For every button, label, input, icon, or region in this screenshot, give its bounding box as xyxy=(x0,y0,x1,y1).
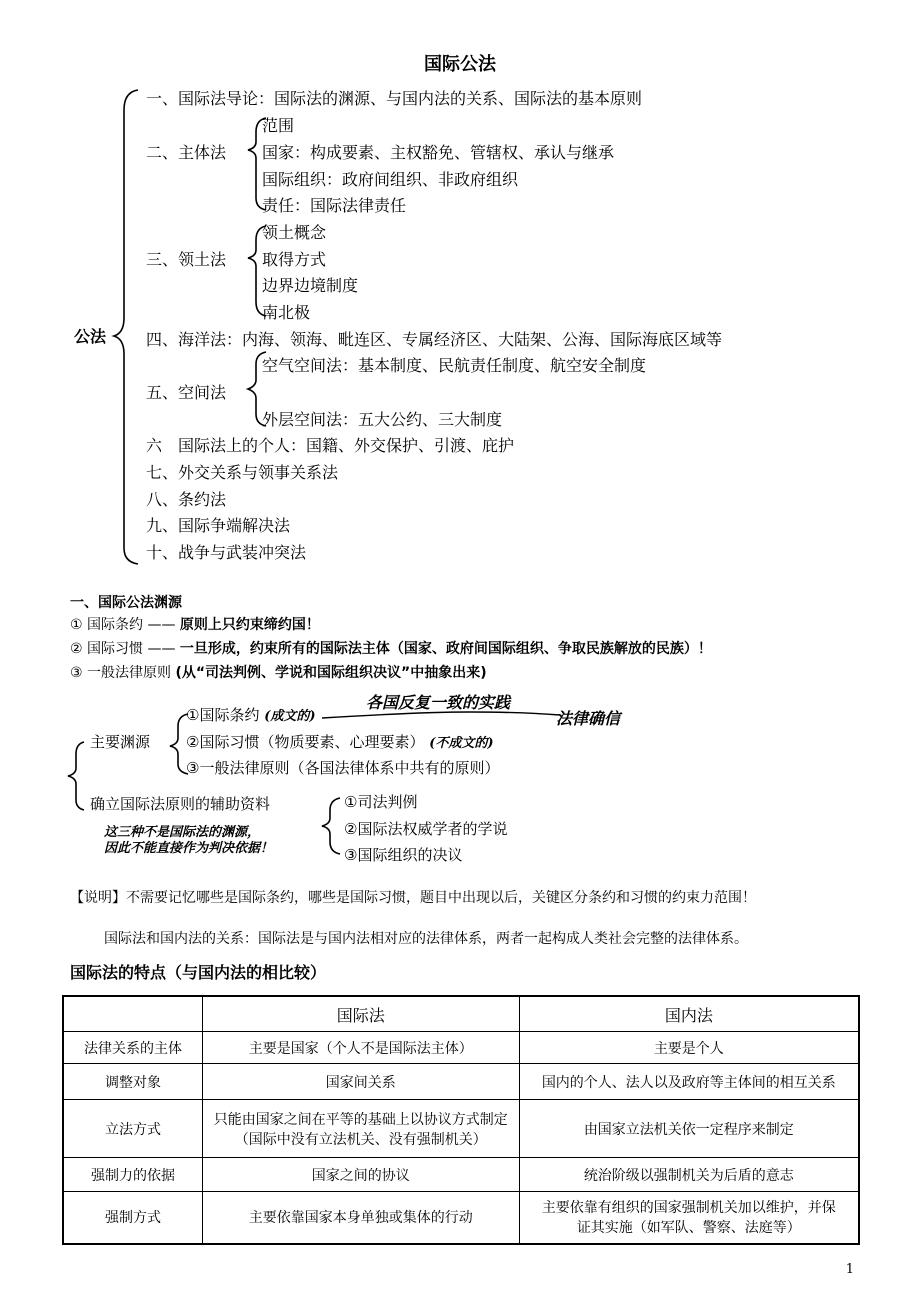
cell-domestic: 由国家立法机关依一定程序来制定 xyxy=(519,1100,859,1158)
hand-practice: 各国反复一致的实践 xyxy=(366,693,511,712)
note-written: (成文的) xyxy=(264,709,316,724)
row-label: 强制力的依据 xyxy=(63,1158,202,1192)
outline-item-4: 四、海洋法：内海、领海、毗连区、专属经济区、大陆架、公海、国际海底区域等 xyxy=(146,330,723,349)
cell-domestic: 主要是个人 xyxy=(519,1032,859,1064)
diagram-brace-shape xyxy=(68,742,84,810)
aux-item-3: ③国际组织的决议 xyxy=(344,846,463,864)
outline-item-1: 一、国际法导论：国际法的渊源、与国内法的关系、国际法的基本原则 xyxy=(146,89,643,108)
note-unwritten: (不成文的) xyxy=(429,736,494,751)
source-line-3 xyxy=(70,662,487,682)
page-title: 国际公法 xyxy=(424,54,496,75)
outline-sub-2-1: 范围 xyxy=(262,116,295,135)
outline-item-6: 六 国际法上的个人：国籍、外交保护、引渡、庇护 xyxy=(146,436,515,455)
table-row xyxy=(63,1192,859,1244)
cell-international: 国家间关系 xyxy=(202,1064,519,1100)
outline-sub-2-4: 责任：国际法律责任 xyxy=(262,196,407,215)
table-row xyxy=(63,1064,859,1100)
table-header-international: 国际法 xyxy=(202,996,519,1032)
source-line-3-prefix: ③ 一般法律原则 xyxy=(70,665,176,681)
table-title: 国际法的特点（与国内法的相比较） xyxy=(70,963,327,982)
hand-note-line-2: 因此不能直接作为判决依据！ xyxy=(104,841,274,856)
sources-heading: 一、国际公法渊源 xyxy=(70,595,182,611)
cell-domestic: 主要依靠有组织的国家强制机关加以维护，并保证其实施（如军队、警察、法庭等） xyxy=(519,1192,859,1244)
aux-item-1: ①司法判例 xyxy=(344,793,418,811)
outline-sub-3-2: 取得方式 xyxy=(262,250,327,269)
table-header-row xyxy=(63,996,859,1032)
source-line-2-prefix: ② 国际习惯 —— xyxy=(70,641,180,657)
outline-item-5: 五、空间法 xyxy=(146,383,227,402)
source-line-1-prefix: ① 国际条约 —— xyxy=(70,617,180,633)
outline-sub-2-2: 国家：构成要素、主权豁免、管辖权、承认与继承 xyxy=(262,143,615,162)
row-label: 立法方式 xyxy=(63,1100,202,1158)
main-source-2 xyxy=(186,731,494,752)
outline-sub-5-1: 空气空间法：基本制度、民航责任制度、航空安全制度 xyxy=(262,356,647,375)
page-number: 1 xyxy=(845,1262,854,1277)
outline-item-8: 八、条约法 xyxy=(146,490,227,509)
cell-international: 主要是国家（个人不是国际法主体） xyxy=(202,1032,519,1064)
source-line-3-emphasis: (从“司法判例、学说和国际组织决议”中抽象出来) xyxy=(175,665,487,681)
cell-domestic: 统治阶级以强制机关为后盾的意志 xyxy=(519,1158,859,1192)
explanation-text: 【说明】不需要记忆哪些是国际条约，哪些是国际习惯，题目中出现以后，关键区分条约和习惯的约束力范围！ xyxy=(70,890,756,906)
source-line-2-emphasis: 一旦形成，约束所有的国际法主体（国家、政府间国际组织、争取民族解放的民族）！ xyxy=(179,641,712,657)
table-row xyxy=(63,1100,859,1158)
cell-international: 只能由国家之间在平等的基础上以协议方式制定（国际中没有立法机关、没有强制机关） xyxy=(202,1100,519,1158)
main-sources-label: 主要渊源 xyxy=(90,733,151,751)
outline-item-2: 二、主体法 xyxy=(146,143,227,162)
main-source-3: ③一般法律原则（各国法律体系中共有的原则） xyxy=(186,759,500,777)
row-label: 强制方式 xyxy=(63,1192,202,1244)
outline-sub-2-3: 国际组织：政府间组织、非政府组织 xyxy=(262,170,519,189)
aux-item-2: ②国际法权威学者的学说 xyxy=(344,820,508,838)
root-brace-shape xyxy=(114,90,138,564)
outline-item-9: 九、国际争端解决法 xyxy=(146,516,291,535)
source-line-2 xyxy=(70,638,712,658)
outline-sub-3-4: 南北极 xyxy=(262,303,311,322)
hand-note-line-1: 这三种不是国际法的渊源， xyxy=(104,825,261,840)
table-row xyxy=(63,1158,859,1192)
cell-international: 国家之间的协议 xyxy=(202,1158,519,1192)
main-source-1-text: ①国际条约 xyxy=(186,706,260,724)
aux-label: 确立国际法原则的辅助资料 xyxy=(90,795,271,813)
aux-brace-shape xyxy=(322,798,340,854)
outline-sub-5-2: 外层空间法：五大公约、三大制度 xyxy=(262,410,503,429)
comparison-table xyxy=(62,995,860,1245)
main-source-1 xyxy=(186,704,316,725)
outline-sub-3-3: 边界边境制度 xyxy=(262,276,359,295)
table-row xyxy=(63,1032,859,1064)
cell-domestic: 国内的个人、法人以及政府等主体间的相互关系 xyxy=(519,1064,859,1100)
source-line-1 xyxy=(70,614,320,634)
outline-root-label: 公法 xyxy=(74,327,107,346)
table-header-domestic: 国内法 xyxy=(519,996,859,1032)
cell-international: 主要依靠国家本身单独或集体的行动 xyxy=(202,1192,519,1244)
outline-sub-3-1: 领土概念 xyxy=(262,223,327,242)
table-header-blank xyxy=(63,996,202,1032)
row-label: 调整对象 xyxy=(63,1064,202,1100)
source-line-1-emphasis: 原则上只约束缔约国！ xyxy=(179,617,320,633)
hand-opinio: 法律确信 xyxy=(556,709,621,728)
main-source-2-text: ②国际习惯（物质要素、心理要素） xyxy=(186,733,425,751)
outline-item-7: 七、外交关系与领事关系法 xyxy=(146,463,339,482)
outline-item-3: 三、领土法 xyxy=(146,250,227,269)
row-label: 法律关系的主体 xyxy=(63,1032,202,1064)
outline-item-10: 十、战争与武装冲突法 xyxy=(146,543,307,562)
relation-text: 国际法和国内法的关系：国际法是与国内法相对应的法律体系，两者一起构成人类社会完整的法律体系。 xyxy=(104,931,748,947)
